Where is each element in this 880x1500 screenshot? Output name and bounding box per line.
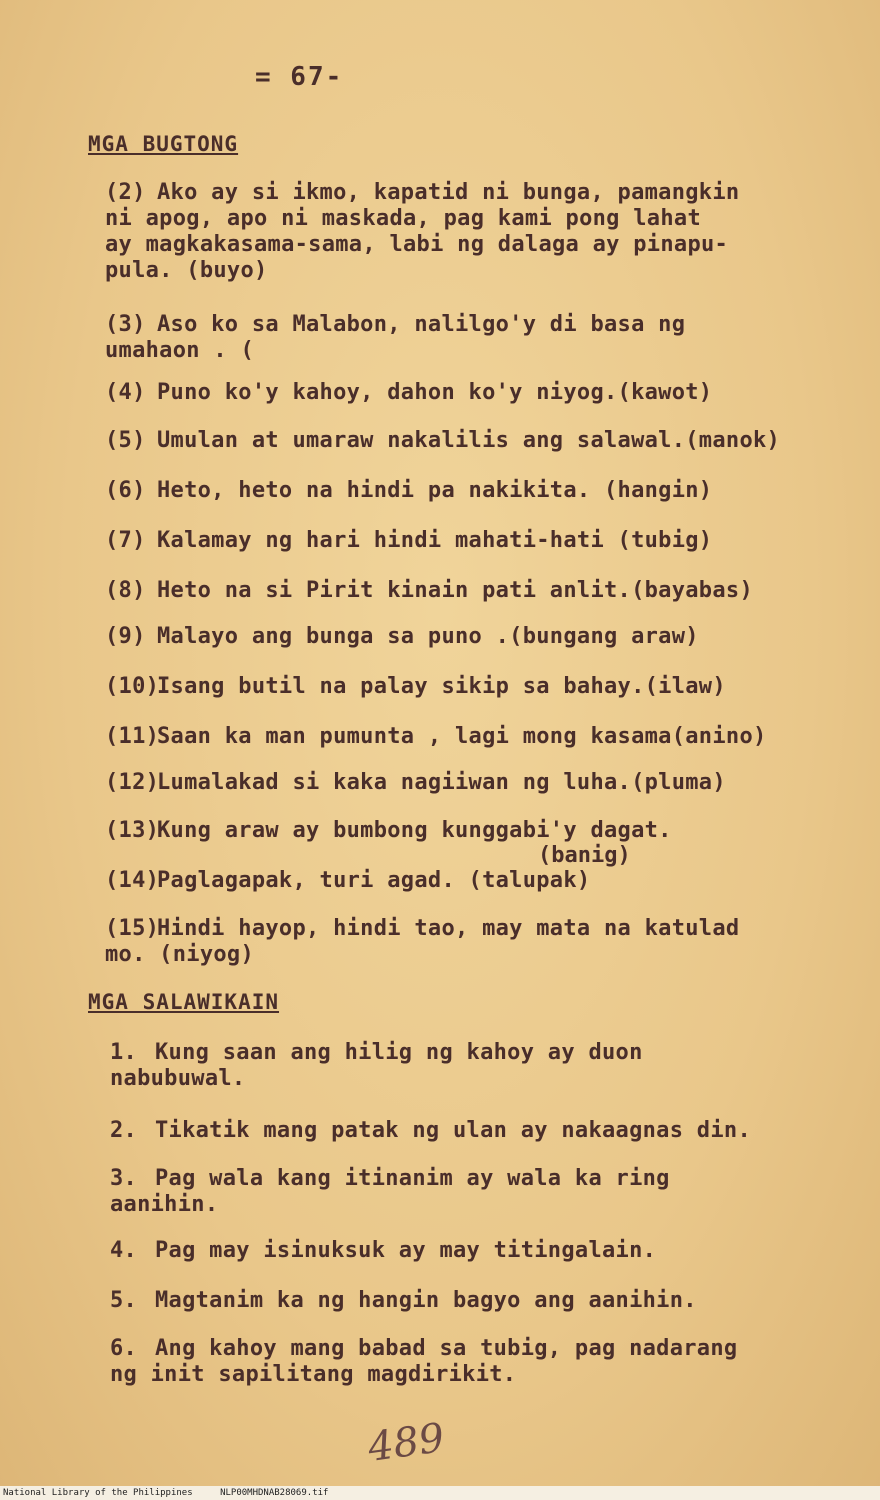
proverb-item [110, 1040, 840, 1092]
section-heading-bugtong: MGA BUGTONG [88, 132, 239, 156]
item-number: 2. [110, 1118, 138, 1143]
item-number: 1. [110, 1040, 138, 1065]
footer-library: National Library of the Philippines [3, 1488, 193, 1498]
item-number: (4) [105, 380, 146, 405]
item-text: Paglagapak, turi agad. (talupak) [157, 868, 591, 893]
proverb-item [110, 1288, 840, 1314]
item-number: (11) [105, 724, 160, 749]
page-number: = 67- [255, 62, 344, 92]
riddle-item [105, 818, 835, 844]
item-number: (3) [105, 312, 146, 337]
item-number: 6. [110, 1336, 138, 1361]
item-text: Heto, heto na hindi pa nakikita. (hangin) [157, 478, 713, 503]
item-text: Tikatik mang patak ng ulan ay nakaagnas din. [155, 1118, 751, 1143]
footer-filename: NLP00MHDNAB28069.tif [220, 1488, 329, 1498]
item-text: Kung saan ang hilig ng kahoy ay duon nabubuwal. [110, 1040, 643, 1091]
item-number: (5) [105, 428, 146, 453]
item-number: (7) [105, 528, 146, 553]
riddle-answer-banig: (banig) [538, 843, 631, 868]
proverb-item [110, 1238, 840, 1264]
item-number: (10) [105, 674, 160, 699]
proverb-item [110, 1166, 840, 1218]
item-text: Kalamay ng hari hindi mahati-hati (tubig) [157, 528, 713, 553]
item-number: 4. [110, 1238, 138, 1263]
proverb-item [110, 1118, 840, 1144]
item-number: (8) [105, 578, 146, 603]
item-number: (2) [105, 180, 146, 205]
item-text: Saan ka man pumunta , lagi mong kasama(anino) [157, 724, 767, 749]
item-text: Kung araw ay bumbong kunggabi'y dagat. [157, 818, 672, 843]
riddle-item [105, 724, 835, 750]
item-text: Isang butil na palay sikip sa bahay.(ilaw) [157, 674, 726, 699]
item-text: Ako ay si ikmo, kapatid ni bunga, pamangkin ni apog, apo ni maskada, pag kami pong lahat ay magkakasama-sama, labi ng dalaga ay pinapu- pula. (buyo) [105, 180, 740, 283]
item-number: (6) [105, 478, 146, 503]
item-text: Umulan at umaraw nakalilis ang salawal.(manok) [157, 428, 781, 453]
riddle-item [105, 770, 835, 796]
riddle-item [105, 578, 835, 604]
item-number: (12) [105, 770, 160, 795]
item-text: Aso ko sa Malabon, nalilgo'y di basa ng umahaon . ( [105, 312, 686, 363]
riddle-item [105, 868, 835, 894]
riddle-item [105, 624, 835, 650]
item-number: 3. [110, 1166, 138, 1191]
riddle-item [105, 528, 835, 554]
item-number: 5. [110, 1288, 138, 1313]
riddle-item [105, 312, 835, 364]
item-text: Heto na si Pirit kinain pati anlit.(bayabas) [157, 578, 753, 603]
section-heading-salawikain: MGA SALAWIKAIN [88, 990, 280, 1014]
item-number: (15) [105, 916, 160, 941]
item-text: Puno ko'y kahoy, dahon ko'y niyog.(kawot) [157, 380, 713, 405]
riddle-item [105, 674, 835, 700]
riddle-item [105, 478, 835, 504]
item-text: Pag wala kang itinanim ay wala ka ring aanihin. [110, 1166, 670, 1217]
riddle-item [105, 428, 835, 454]
item-text: Ang kahoy mang babad sa tubig, pag nadarang ng init sapilitang magdirikit. [110, 1336, 738, 1387]
item-text: Lumalakad si kaka nagiiwan ng luha.(pluma) [157, 770, 726, 795]
item-number: (9) [105, 624, 146, 649]
item-text: Magtanim ka ng hangin bagyo ang aanihin. [155, 1288, 697, 1313]
handwritten-page-number: 489 [365, 1414, 448, 1472]
item-text: Malayo ang bunga sa puno .(bungang araw) [157, 624, 699, 649]
riddle-item [105, 180, 835, 284]
scan-footer [0, 1486, 880, 1500]
riddle-item [105, 916, 835, 968]
item-number: (13) [105, 818, 160, 843]
proverb-item [110, 1336, 840, 1388]
item-text: Hindi hayop, hindi tao, may mata na katulad mo. (niyog) [105, 916, 740, 967]
item-number: (14) [105, 868, 160, 893]
riddle-item [105, 380, 835, 406]
item-text: Pag may isinuksuk ay may titingalain. [155, 1238, 657, 1263]
